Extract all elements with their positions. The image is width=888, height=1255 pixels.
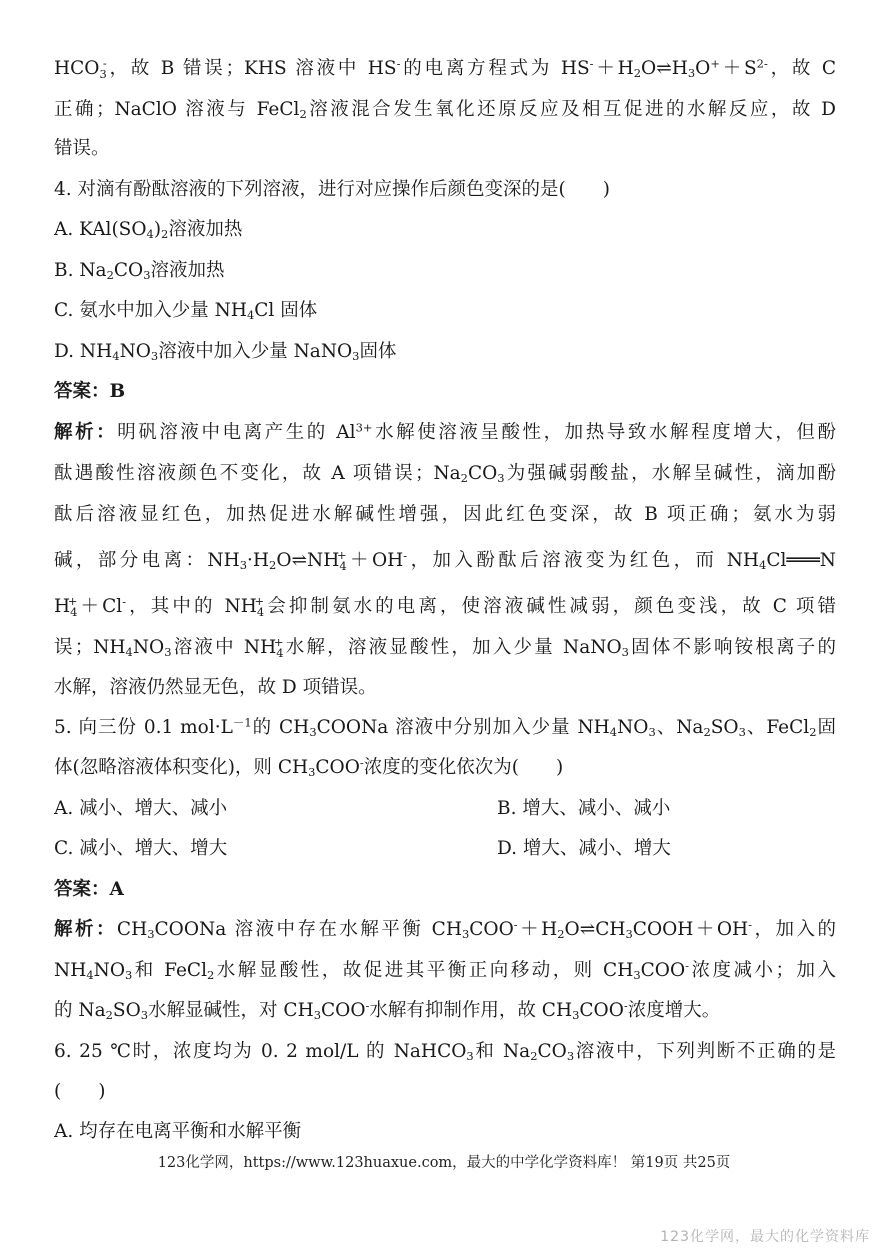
text-line: $H_4$ + ＋Cl-，其中的 $NH_4$ + 会抑制氨水的电离，使溶液碱性减弱，颜色变浅，故 C 项错 <box>54 593 836 619</box>
text-line: 的 $Na_2SO_3$水解显碱性，对 $CH_3COO^-$水解有抑制作用，故 $CH_3COO^-$浓度增大。 <box>54 998 721 1023</box>
text-line: $NH_4NO_3$和 FeCl$_2$水解显酸性，故促进其平衡正向移动，则 $CH_3COO^-$浓度减小；加入 <box>54 958 836 983</box>
question-5-option-d: D. 增大、减小、增大 <box>497 838 671 859</box>
question-5-options-row-1 <box>54 794 836 824</box>
question-5-option-c: C. 减小、增大、增大 <box>54 838 228 859</box>
question-6-option-a: A. 均存在电离平衡和水解平衡 <box>54 1121 302 1142</box>
question-5-analysis: 解析：$CH_3COONa$ 溶液中存在水解平衡 $CH_3COO^-+H_2O\rightleftharpoons CH_3COOH+OH^-$，加入的 <box>54 917 836 942</box>
question-5-option-b: B. 增大、减小、减小 <box>497 798 671 819</box>
question-4-option-d: D. $NH_4NO_3$溶液中加入少量 NaNO$_3$固体 <box>54 341 397 364</box>
question-4-answer: 答案：B <box>54 381 126 402</box>
question-6-stem: 6. 25 ℃时，浓度均为 0. 2 mol/L 的 NaHCO$_3$和 $Na_2CO_3$溶液中，下列判断不正确的是 <box>54 1041 836 1064</box>
question-5-options-row-2 <box>54 834 836 864</box>
text-line: 误；$NH_4NO_3$溶液中 $NH_4$ + 水解，溶液显酸性，加入少量 NaNO$_3$固体不影响铵根离子的 <box>54 634 836 660</box>
page-footer: 123化学网，https://www.123huaxue.com，最大的中学化学资料库！ 第19页 共25页 <box>157 1155 731 1171</box>
watermark-text: 123化学网，最大的化学资料库 <box>660 1229 870 1245</box>
text-line: ( ) <box>54 1081 106 1102</box>
question-4-option-c: C. 氨水中加入少量 $NH_4Cl$ 固体 <box>54 300 318 323</box>
question-4-option-a: A. $KAl(SO_4)_2$溶液加热 <box>54 219 243 242</box>
text-line: 酞遇酸性溶液颜色不变化，故 A 项错误；$Na_2CO_3$为强碱弱酸盐，水解呈碱性，滴加酚 <box>54 463 836 486</box>
text-line: 碱，部分电离：$NH_3\cdot H_2O\rightleftharpoons NH_4$ + ＋OH-，加入酚酞后溶液变为红色，而 $NH_4Cl═══N$ <box>54 547 836 573</box>
text-line: 水解，溶液仍然显无色，故 D 项错误。 <box>54 677 377 698</box>
question-5-stem: 5. 向三份 0.1 $mol\cdot L^{-1}$的 $CH_3COONa$ 溶液中分别加入少量 $NH_4NO_3$、$Na_2SO_3$、FeCl$_2$固 <box>54 715 836 740</box>
text-line: 错误。 <box>54 138 110 159</box>
text-line: 正确；NaClO 溶液与 FeCl$_2$溶液混合发生氧化还原反应及相互促进的水解反应，故 D <box>54 99 836 122</box>
question-5-answer: 答案：A <box>54 879 124 900</box>
question-4-option-b: B. $Na_2CO_3$溶液加热 <box>54 260 225 283</box>
text-line: 酞后溶液显红色，加热促进水解碱性增强，因此红色变深，故 B 项正确；氨水为弱 <box>54 504 836 525</box>
question-4-analysis: 解析：明矾溶液中电离产生的 $Al^{3+}$水解使溶液呈酸性，加热导致水解程度增大，但酚 <box>54 420 836 443</box>
question-5-option-a: A. 减小、增大、减小 <box>54 798 228 819</box>
question-4-stem: 4. 对滴有酚酞溶液的下列溶液，进行对应操作后颜色变深的是( ) <box>54 179 610 200</box>
text-line: 体(忽略溶液体积变化)，则 $CH_3COO^-$浓度的变化依次为( ) <box>54 755 564 780</box>
text-line: $HCO_3$ - ，故 B 错误；KHS 溶液中 HS-的电离方程式为 $HS^-+H_2O\rightleftharpoons H_3O^++S^{2-}$，故 C <box>54 55 836 81</box>
